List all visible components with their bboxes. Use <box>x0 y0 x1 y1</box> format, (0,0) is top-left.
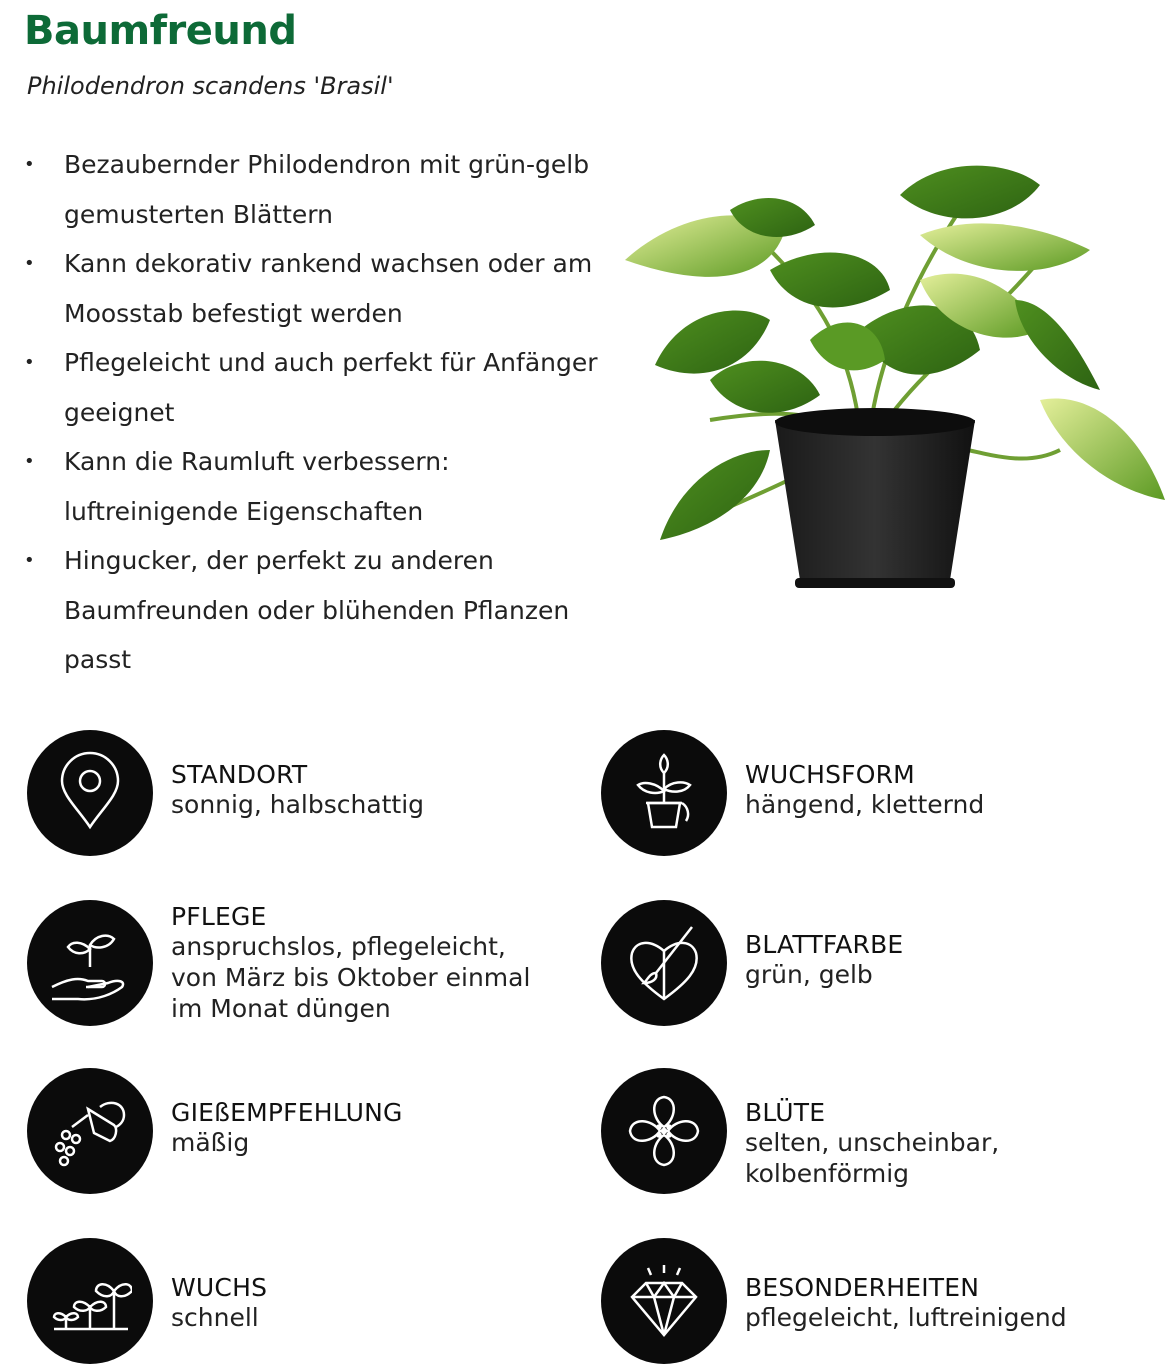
bullet-item: • Kann die Raumluft verbessern: luftreinigende Eigenschaften <box>24 437 604 536</box>
feature-value: anspruchslos, pflegeleicht, von März bis Oktober einmal im Monat düngen <box>171 932 531 1023</box>
feature-pflege <box>27 900 530 1026</box>
feature-label: BESONDERHEITEN <box>745 1273 980 1302</box>
product-subtitle: Philodendron scandens 'Brasil' <box>27 72 394 100</box>
feature-label: PFLEGE <box>171 902 267 931</box>
bullet-item: • Bezaubernder Philodendron mit grün-gelb gemusterten Blättern <box>24 140 604 239</box>
feature-value: selten, unscheinbar, kolbenförmig <box>745 1128 1000 1188</box>
feature-bluete <box>601 1068 1170 1194</box>
hand-seedling-icon <box>27 900 153 1026</box>
growing-plants-icon <box>27 1238 153 1364</box>
feature-label: BLÜTE <box>745 1098 826 1127</box>
plant-photo <box>620 150 1170 600</box>
feature-giessen <box>27 1068 403 1194</box>
diamond-icon <box>601 1238 727 1364</box>
feature-wuchs <box>27 1238 267 1364</box>
feature-value: hängend, kletternd <box>745 790 985 819</box>
flower-icon <box>601 1068 727 1194</box>
feature-label: GIEßEMPFEHLUNG <box>171 1098 403 1127</box>
potted-plant-icon <box>601 730 727 856</box>
feature-value: schnell <box>171 1303 259 1332</box>
feature-value: pflegeleicht, luftreinigend <box>745 1303 1067 1332</box>
watering-can-icon <box>27 1068 153 1194</box>
leaf-brush-icon <box>601 900 727 1026</box>
location-pin-icon <box>27 730 153 856</box>
feature-value: sonnig, halbschattig <box>171 790 425 819</box>
feature-besonderheiten <box>601 1238 1067 1364</box>
feature-label: WUCHS <box>171 1273 268 1302</box>
feature-label: WUCHSFORM <box>745 760 915 789</box>
feature-value: mäßig <box>171 1128 250 1157</box>
feature-wuchsform <box>601 730 984 856</box>
bullet-item: • Hingucker, der perfekt zu anderen Baumfreunden oder blühenden Pflanzen passt <box>24 536 604 685</box>
feature-bullet-list <box>24 140 604 685</box>
product-title: Baumfreund <box>24 8 297 54</box>
feature-blattfarbe <box>601 900 903 1026</box>
bullet-item: • Pflegeleicht und auch perfekt für Anfänger geeignet <box>24 338 604 437</box>
bullet-item: • Kann dekorativ rankend wachsen oder am Moosstab befestigt werden <box>24 239 604 338</box>
feature-label: BLATTFARBE <box>745 930 904 959</box>
feature-standort <box>27 730 424 856</box>
feature-value: grün, gelb <box>745 960 873 989</box>
feature-label: STANDORT <box>171 760 308 789</box>
